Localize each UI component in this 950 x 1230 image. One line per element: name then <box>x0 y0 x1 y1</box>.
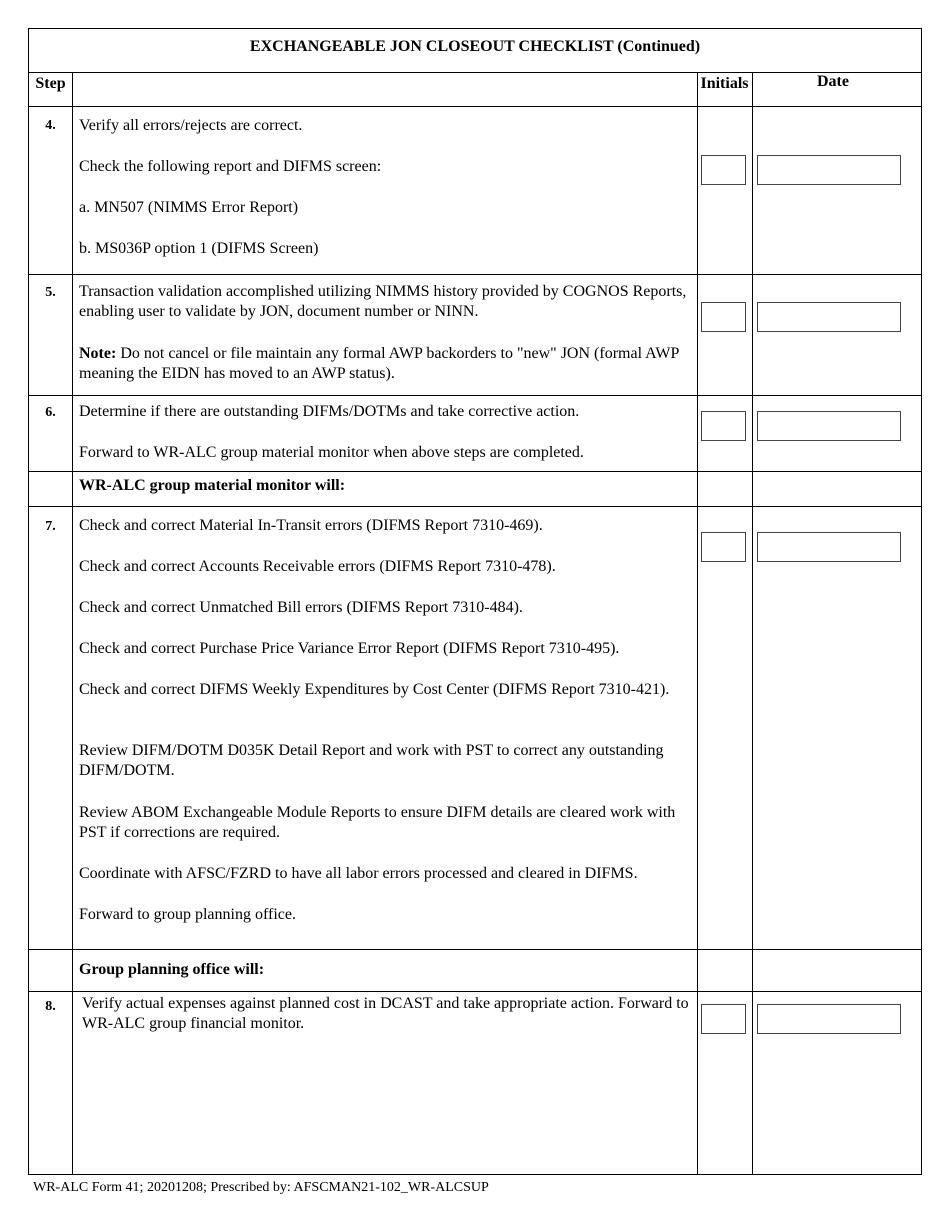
step-7-date-field[interactable] <box>757 532 901 562</box>
rule-step7 <box>29 949 921 950</box>
section-material-monitor: WR-ALC group material monitor will: <box>79 477 346 494</box>
step-6-number: 6. <box>45 405 56 420</box>
step-4-line-3: a. MN507 (NIMMS Error Report) <box>79 199 299 216</box>
step-5-note <box>79 344 699 384</box>
step-5-text: Transaction validation accomplished utilizing NIMMS history provided by COGNOS Reports, enabling user to validate by JON, document number or NINN. <box>79 283 687 320</box>
form-title: EXCHANGEABLE JON CLOSEOUT CHECKLIST (Continued) <box>249 38 701 55</box>
step-7-number: 7. <box>45 519 56 534</box>
step-7-line-3: Check and correct Unmatched Bill errors (DIFMS Report 7310-484). <box>79 599 523 616</box>
rule-step6 <box>29 471 921 472</box>
step-6-line-1: Determine if there are outstanding DIFMs/DOTMs and take corrective action. <box>79 403 580 420</box>
step-7-line-7: Review ABOM Exchangeable Module Reports to ensure DIFM details are cleared work with PST if corrections are required. <box>79 804 676 841</box>
step-7-line-5: Check and correct DIFMS Weekly Expenditures by Cost Center (DIFMS Report 7310-421). <box>79 681 670 698</box>
step-7-line-2: Check and correct Accounts Receivable errors (DIFMS Report 7310-478). <box>79 558 556 575</box>
step-4-number: 4. <box>45 118 56 133</box>
step-6-initials-field[interactable] <box>701 411 746 441</box>
rule-header <box>29 106 921 107</box>
step-7-line-6: Review DIFM/DOTM D035K Detail Report and work with PST to correct any outstanding DIFM/DOTM. <box>79 742 664 779</box>
step-5-number: 5. <box>45 285 56 300</box>
step-5-date-field[interactable] <box>757 302 901 332</box>
section-planning-office: Group planning office will: <box>79 961 265 978</box>
step-4-initials-field[interactable] <box>701 155 746 185</box>
rule-section1 <box>29 506 921 507</box>
step-4-line-1: Verify all errors/rejects are correct. <box>79 117 303 134</box>
step-8-number: 8. <box>45 999 56 1014</box>
step-5-note-text: Do not cancel or file maintain any formal AWP backorders to "new" JON (formal AWP meaning the EIDN has moved to an AWP status). <box>79 345 679 382</box>
step-4-line-2: Check the following report and DIFMS screen: <box>79 158 382 175</box>
step-4-line-4: b. MS036P option 1 (DIFMS Screen) <box>79 240 319 257</box>
form-footer: WR-ALC Form 41; 20201208; Prescribed by: AFSCMAN21-102_WR-ALCSUP <box>33 1180 489 1195</box>
step-8-initials-field[interactable] <box>701 1004 746 1034</box>
step-7-initials-field[interactable] <box>701 532 746 562</box>
step-4-date-field[interactable] <box>757 155 901 185</box>
step-8-text: Verify actual expenses against planned cost in DCAST and take appropriate action. Forward to WR-ALC group financial monitor. <box>82 995 689 1032</box>
step-7-line-8: Coordinate with AFSC/FZRD to have all labor errors processed and cleared in DIFMS. <box>79 865 638 882</box>
col-step-divider <box>72 72 73 1174</box>
step-8-date-field[interactable] <box>757 1004 901 1034</box>
step-5-initials-field[interactable] <box>701 302 746 332</box>
header-step: Step <box>35 75 66 92</box>
header-initials: Initials <box>700 75 749 92</box>
rule-step4 <box>29 274 921 275</box>
step-5-note-label: Note: <box>79 345 117 362</box>
step-7-line-4: Check and correct Purchase Price Variance Error Report (DIFMS Report 7310-495). <box>79 640 620 657</box>
col-date-divider <box>752 72 753 1174</box>
rule-step5 <box>29 395 921 396</box>
rule-section2 <box>29 991 921 992</box>
header-date: Date <box>817 73 849 90</box>
step-6-date-field[interactable] <box>757 411 901 441</box>
step-6-line-2: Forward to WR-ALC group material monitor when above steps are completed. <box>79 444 584 461</box>
step-7-line-1: Check and correct Material In-Transit errors (DIFMS Report 7310-469). <box>79 517 543 534</box>
step-7-line-9: Forward to group planning office. <box>79 906 296 923</box>
checklist-form <box>28 28 922 1175</box>
